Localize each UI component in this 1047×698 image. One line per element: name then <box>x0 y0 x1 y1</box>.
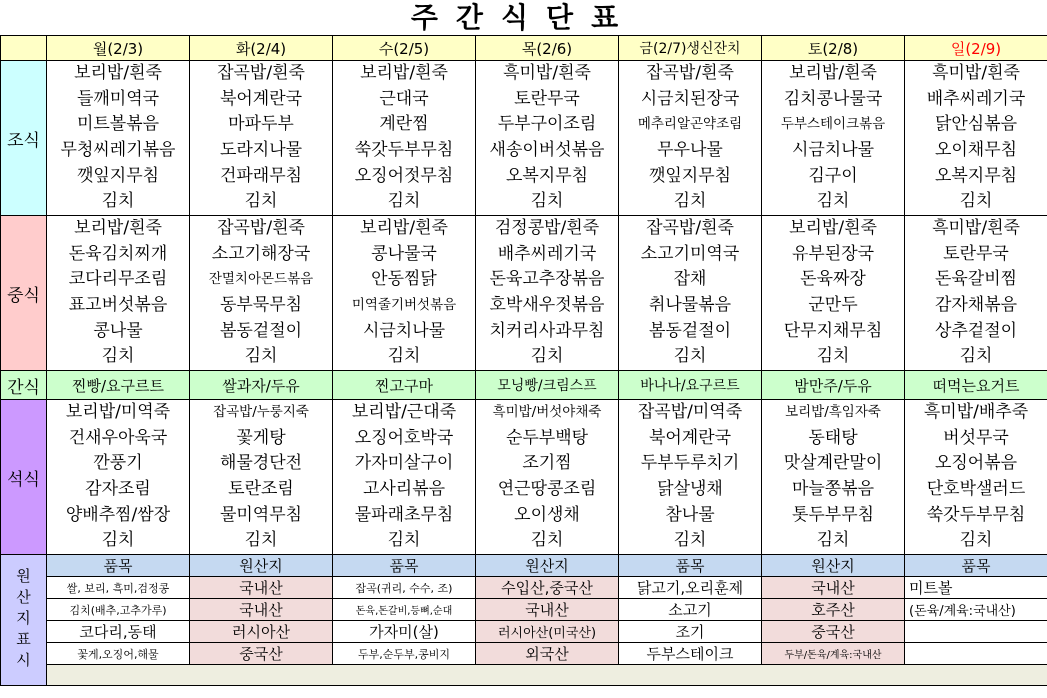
origin-item: 닭고기,오리훈제 <box>619 577 762 599</box>
menu-item: 소고기미역국 <box>640 243 740 264</box>
origin-country: 중국산 <box>190 643 333 665</box>
menu-item: 잡채 <box>673 269 707 290</box>
origin-header: 품목 <box>619 555 762 577</box>
menu-item: 건파래무침 <box>219 165 303 186</box>
breakfast-label: 조식 <box>1 61 47 216</box>
menu-item: 상추겉절이 <box>934 320 1018 341</box>
menu-item: 보리밥/흰죽 <box>360 218 448 239</box>
menu-item: 메추리알곤약조림 <box>637 116 743 133</box>
menu-item: 쑥갓두부무침 <box>354 140 454 160</box>
menu-item: 오징어젓무침 <box>354 165 454 186</box>
meal-cell <box>762 216 905 371</box>
menu-item: 보리밥/흑임자죽 <box>785 404 881 421</box>
menu-item: 양배추찜/쌈장 <box>65 504 171 525</box>
menu-item: 배추씨레기국 <box>926 88 1026 109</box>
meal-cell <box>47 400 190 555</box>
breakfast-row <box>1 61 1047 216</box>
menu-item: 잔멸치아몬드볶음 <box>208 271 314 288</box>
day-header: 화(2/4) <box>190 36 333 61</box>
meal-cell <box>476 400 619 555</box>
menu-item: 호박새우젓볶음 <box>489 295 605 315</box>
origin-country: 외국산 <box>476 643 619 665</box>
menu-item: 보리밥/근대죽 <box>351 402 457 423</box>
origin-header-row <box>1 555 1047 577</box>
menu-item: 오이채무침 <box>934 140 1018 160</box>
origin-item: 두부,순두부,콩비지 <box>333 643 476 665</box>
menu-item: 김치 <box>387 191 421 212</box>
origin-country: 수입산,중국산 <box>476 577 619 599</box>
dinner-label: 석식 <box>1 400 47 555</box>
origin-header: 원산지 <box>476 555 619 577</box>
menu-item: 봄동겉절이 <box>648 320 732 341</box>
menu-item: 잡곡밥/미역죽 <box>637 402 743 423</box>
menu-item: 시금치나물 <box>362 320 446 341</box>
menu-item: 김치 <box>530 191 564 212</box>
menu-item: 김치 <box>530 530 564 551</box>
menu-item: 흑미밥/흰죽 <box>503 63 591 84</box>
menu-item: 토란무국 <box>514 88 580 109</box>
snack-cell: 쌀과자/두유 <box>190 371 333 400</box>
origin-label: 원산지표시 <box>1 555 47 686</box>
origin-item <box>905 643 1047 665</box>
menu-item: 김치 <box>244 191 278 212</box>
day-header-sunday: 일(2/9) <box>905 36 1047 61</box>
origin-country: 두부/돈육/계육:국내산 <box>762 643 905 665</box>
meal-cell <box>190 61 333 216</box>
menu-item: 김치 <box>959 346 993 367</box>
origin-item: 돈육,돈갈비,등뼈,순대 <box>333 599 476 621</box>
menu-item: 김구이 <box>808 165 858 186</box>
menu-item: 미역줄기버섯볶음 <box>351 297 457 313</box>
menu-item: 해물경단전 <box>219 453 303 474</box>
meal-cell <box>619 216 762 371</box>
snack-cell: 바나나/요구르트 <box>619 371 762 400</box>
menu-item: 톳두부무침 <box>791 504 875 525</box>
menu-item: 잡곡밥/흰죽 <box>217 218 305 239</box>
day-header: 금(2/7)생신잔치 <box>619 36 762 61</box>
menu-item: 감자조림 <box>85 479 151 499</box>
menu-item: 건새우아욱국 <box>68 427 168 448</box>
origin-header: 품목 <box>333 555 476 577</box>
menu-item: 오복지무침 <box>505 165 589 186</box>
menu-item: 깻잎지무침 <box>76 165 160 186</box>
menu-item: 김치 <box>387 346 421 367</box>
corner-cell <box>1 36 47 61</box>
menu-item: 보리밥/흰죽 <box>74 218 162 239</box>
menu-item: 김치 <box>530 346 564 367</box>
meal-cell <box>619 400 762 555</box>
menu-item: 단무지채무침 <box>783 320 883 341</box>
menu-item: 감자채볶음 <box>934 295 1018 315</box>
menu-item: 김치 <box>387 530 421 551</box>
menu-item: 토란무국 <box>943 243 1009 264</box>
origin-country: 국내산 <box>190 577 333 599</box>
menu-item: 마늘쫑볶음 <box>791 479 875 499</box>
menu-item: 오이생채 <box>514 504 580 525</box>
menu-item: 미트볼볶음 <box>76 114 160 135</box>
origin-row <box>1 577 1047 599</box>
meal-cell <box>762 400 905 555</box>
origin-item: 소고기 <box>619 599 762 621</box>
menu-item: 동태탕 <box>808 427 858 448</box>
menu-item: 두부두루치기 <box>640 453 740 474</box>
origin-item: 김치(배추,고추가루) <box>47 599 190 621</box>
meal-cell <box>47 61 190 216</box>
origin-footer-row <box>1 665 1047 686</box>
menu-item: 보리밥/흰죽 <box>74 63 162 84</box>
menu-item: 유부된장국 <box>791 243 875 264</box>
meal-cell <box>476 216 619 371</box>
day-header-row <box>1 36 1047 61</box>
snack-cell: 찐고구마 <box>333 371 476 400</box>
menu-item: 순두부백탕 <box>505 427 589 448</box>
menu-item: 잡곡밥/흰죽 <box>646 218 734 239</box>
menu-item: 잡곡밥/누룽지죽 <box>213 404 309 421</box>
meal-cell <box>476 61 619 216</box>
menu-item: 김치 <box>959 530 993 551</box>
menu-item: 단호박샐러드 <box>926 479 1026 499</box>
menu-item: 김치 <box>816 191 850 212</box>
menu-item: 무청씨레기볶음 <box>60 140 176 160</box>
menu-item: 흑미밥/흰죽 <box>932 218 1020 239</box>
origin-country: 호주산 <box>762 599 905 621</box>
menu-item: 김치 <box>244 530 278 551</box>
menu-item: 토란조림 <box>228 479 294 499</box>
origin-header: 원산지 <box>762 555 905 577</box>
menu-item: 물파래초무침 <box>354 504 454 525</box>
menu-item: 물미역무침 <box>219 504 303 525</box>
menu-item: 두부구이조림 <box>497 114 597 135</box>
menu-item: 오징어호박국 <box>354 427 454 448</box>
meal-cell <box>333 216 476 371</box>
origin-item: (돈육/계육:국내산) <box>905 599 1047 621</box>
origin-country: 중국산 <box>762 621 905 643</box>
page-title: 주간식단표 <box>410 1 637 34</box>
menu-item: 도라지나물 <box>219 140 303 160</box>
menu-item: 보리밥/흰죽 <box>789 63 877 84</box>
meal-cell <box>762 61 905 216</box>
menu-item: 치커리사과무침 <box>489 320 605 341</box>
meal-cell <box>905 400 1047 555</box>
lunch-row <box>1 216 1047 371</box>
menu-item: 김치 <box>101 346 135 367</box>
origin-item: 잡곡(귀리, 수수, 조) <box>333 577 476 599</box>
menu-item: 조기찜 <box>522 453 572 474</box>
menu-item: 콩나물 <box>93 320 143 341</box>
menu-item: 돈육갈비찜 <box>934 269 1018 290</box>
menu-item: 군만두 <box>808 295 858 315</box>
menu-item: 참나물 <box>665 504 715 525</box>
day-header: 목(2/6) <box>476 36 619 61</box>
menu-item: 검정콩밥/흰죽 <box>494 218 600 239</box>
menu-item: 새송이버섯볶음 <box>489 140 605 160</box>
menu-item: 북어계란국 <box>648 427 732 448</box>
origin-header: 원산지 <box>190 555 333 577</box>
menu-item: 오징어볶음 <box>934 453 1018 474</box>
menu-item: 콩나물국 <box>371 243 437 264</box>
day-header: 토(2/8) <box>762 36 905 61</box>
snack-cell: 밤만주/두유 <box>762 371 905 400</box>
footer-blank <box>47 665 1047 686</box>
menu-item: 김치 <box>816 346 850 367</box>
menu-item: 김치 <box>673 530 707 551</box>
origin-country: 국내산 <box>476 599 619 621</box>
meal-cell <box>905 216 1047 371</box>
menu-item: 김치 <box>244 346 278 367</box>
origin-row <box>1 643 1047 665</box>
menu-item: 무우나물 <box>657 140 723 160</box>
menu-item: 김치 <box>101 530 135 551</box>
menu-item: 두부스테이크볶음 <box>780 116 886 133</box>
menu-item: 돈육김치찌개 <box>68 243 168 264</box>
meal-cell <box>190 216 333 371</box>
snack-cell: 떠먹는요거트 <box>905 371 1047 400</box>
meal-cell <box>333 400 476 555</box>
dinner-row <box>1 400 1047 555</box>
menu-item: 북어계란국 <box>219 88 303 109</box>
origin-country: 러시아산 <box>190 621 333 643</box>
origin-country: 러시아산(미국산) <box>476 621 619 643</box>
origin-row <box>1 621 1047 643</box>
menu-item: 깐풍기 <box>93 453 143 474</box>
menu-item: 가자미살구이 <box>354 453 454 474</box>
menu-item: 김치 <box>816 530 850 551</box>
menu-item: 흑미밥/버섯야채죽 <box>492 404 602 421</box>
menu-item: 꽃게탕 <box>236 427 286 448</box>
day-header: 수(2/5) <box>333 36 476 61</box>
menu-item: 코다리무조림 <box>68 269 168 290</box>
meal-cell <box>333 61 476 216</box>
menu-item: 김치 <box>673 191 707 212</box>
menu-item: 맛살계란말이 <box>783 453 883 474</box>
origin-header: 품목 <box>47 555 190 577</box>
menu-item: 돈육짜장 <box>800 269 866 290</box>
menu-item: 안동찜닭 <box>371 269 437 290</box>
origin-item: 꽃게,오징어,해물 <box>47 643 190 665</box>
menu-item: 김치 <box>101 191 135 212</box>
origin-item: 코다리,동태 <box>47 621 190 643</box>
lunch-label: 중식 <box>1 216 47 371</box>
menu-item: 깻잎지무침 <box>648 165 732 186</box>
menu-item: 동부묵무침 <box>219 295 303 315</box>
origin-item: 두부스테이크 <box>619 643 762 665</box>
origin-item: 쌀, 보리, 흑미,검정콩 <box>47 577 190 599</box>
menu-item: 닭살냉채 <box>657 479 723 499</box>
menu-item: 김치 <box>673 346 707 367</box>
menu-item: 흑미밥/배추죽 <box>923 402 1029 423</box>
menu-item: 잡곡밥/흰죽 <box>217 63 305 84</box>
menu-item: 돈육고추장볶음 <box>489 269 605 290</box>
menu-item: 계란찜 <box>379 114 429 135</box>
menu-item: 김치 <box>959 191 993 212</box>
snack-label: 간식 <box>1 371 47 400</box>
origin-item: 조기 <box>619 621 762 643</box>
origin-item: 가자미(살) <box>333 621 476 643</box>
menu-item: 시금치나물 <box>791 140 875 160</box>
menu-item: 들깨미역국 <box>76 88 160 109</box>
snack-cell: 모닝빵/크림스프 <box>476 371 619 400</box>
menu-item: 오복지무침 <box>934 165 1018 186</box>
meal-cell <box>905 61 1047 216</box>
menu-item: 연근땅콩조림 <box>497 479 597 499</box>
menu-item: 고사리볶음 <box>362 479 446 499</box>
snack-cell: 찐빵/요구르트 <box>47 371 190 400</box>
meal-cell <box>47 216 190 371</box>
day-header: 월(2/3) <box>47 36 190 61</box>
menu-item: 취나물볶음 <box>648 295 732 315</box>
menu-item: 김치콩나물국 <box>783 88 883 109</box>
origin-row <box>1 599 1047 621</box>
menu-item: 마파두부 <box>228 114 294 135</box>
menu-item: 시금치된장국 <box>640 88 740 109</box>
menu-item: 쑥갓두부무침 <box>926 504 1026 525</box>
menu-item: 보리밥/미역죽 <box>65 402 171 423</box>
menu-item: 닭안심볶음 <box>934 114 1018 135</box>
meal-cell <box>190 400 333 555</box>
origin-item <box>905 621 1047 643</box>
weekly-menu-table <box>0 35 1047 686</box>
menu-item: 배추씨레기국 <box>497 243 597 264</box>
menu-item: 보리밥/흰죽 <box>360 63 448 84</box>
menu-item: 흑미밥/흰죽 <box>932 63 1020 84</box>
menu-item: 봄동겉절이 <box>219 320 303 341</box>
menu-item: 소고기해장국 <box>211 243 311 264</box>
menu-item: 표고버섯볶음 <box>68 295 168 315</box>
menu-item: 보리밥/흰죽 <box>789 218 877 239</box>
origin-country: 국내산 <box>762 577 905 599</box>
meal-cell <box>619 61 762 216</box>
snack-row <box>1 371 1047 400</box>
origin-country: 국내산 <box>190 599 333 621</box>
menu-item: 버섯무국 <box>943 427 1009 448</box>
origin-item: 미트볼 <box>905 577 1047 599</box>
menu-item: 근대국 <box>379 88 429 109</box>
menu-item: 잡곡밥/흰죽 <box>646 63 734 84</box>
origin-header: 품목 <box>905 555 1047 577</box>
